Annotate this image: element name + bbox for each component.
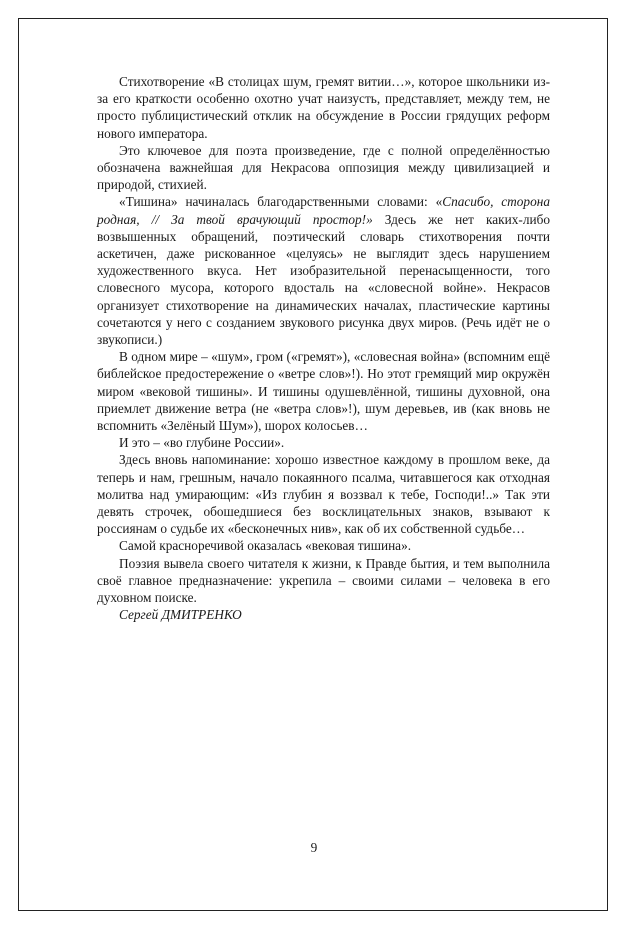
article-body: [97, 73, 550, 624]
italic-quote: Спасибо, сторона родная, // За твой врачующий простор!»: [97, 194, 550, 227]
paragraph-8: Поэзия вывела своего читателя к жизни, к Правде бытия, и тем выполнила своё главное предназначение: укрепила – своими силами – человека в его духовном поиске.: [97, 555, 550, 606]
paragraph-1: Стихотворение «В столицах шум, гремят витии…», которое школьники из-за его краткости особенно охотно учат наизусть, представляет, между тем, не просто публицистический отклик на обсуждение в России грядущих реформ нового императора.: [97, 74, 550, 141]
page-number: 9: [310, 840, 318, 855]
author-signature: Сергей ДМИТРЕНКО: [119, 607, 242, 623]
paragraph-2: Это ключевое для поэта произведение, где с полной определённостью обозначена важнейшая для Некрасова оппозиция между цивилизацией и природой, стихией.: [97, 142, 550, 193]
paragraph-6: Здесь вновь напоминание: хорошо известное каждому в прошлом веке, да теперь и нам, грешным, начало покаянного псалма, читавшегося как отходная молитва над умирающим: «Из глубин я воззвал к тебе, Господи!..» Так эти девять строчек, обошедшиеся без восклицательных знаков, взывают к россиянам о судьбе их «бесконечных нив», как об их собственной судьбе…: [97, 452, 550, 537]
paragraph-3: [97, 193, 550, 348]
paragraph-5: И это – «во глубине России».: [119, 435, 285, 451]
paragraph-4: В одном мире – «шум», гром («гремят»), «словесная война» (вспомним ещё библейское предостережение о «ветре слов»!). Но этот гремящий мир окружён миром «вековой тишины». И тишины одушевлённой, тишины духовной, она приемлет движение ветра (не «ветра слов»!), шум деревьев, ив (как вновь не вспомнить «Зелёный Шум»), шорох колосьев…: [97, 349, 550, 434]
paragraph-3-start: «Тишина» начиналась благодарственными словами: «: [119, 194, 443, 210]
paragraph-7: Самой красноречивой оказалась «вековая тишина».: [119, 538, 412, 554]
paragraph-3-end: Здесь же нет каких-либо возвышенных обращений, поэтический словарь стихотворения почти аскетичен, даже рискованное «целуясь» не выглядит здесь нарушением художественного вкуса. Нет изобразительной перенасыщенности, того словесного мусора, которого вдосталь на «словесной войне». Некрасов организует стихотворение на динамических началах, пластические картины сочетаются у него с созданием звукового рисунка двух миров. (Речь идёт не о звукописи.): [97, 211, 550, 348]
